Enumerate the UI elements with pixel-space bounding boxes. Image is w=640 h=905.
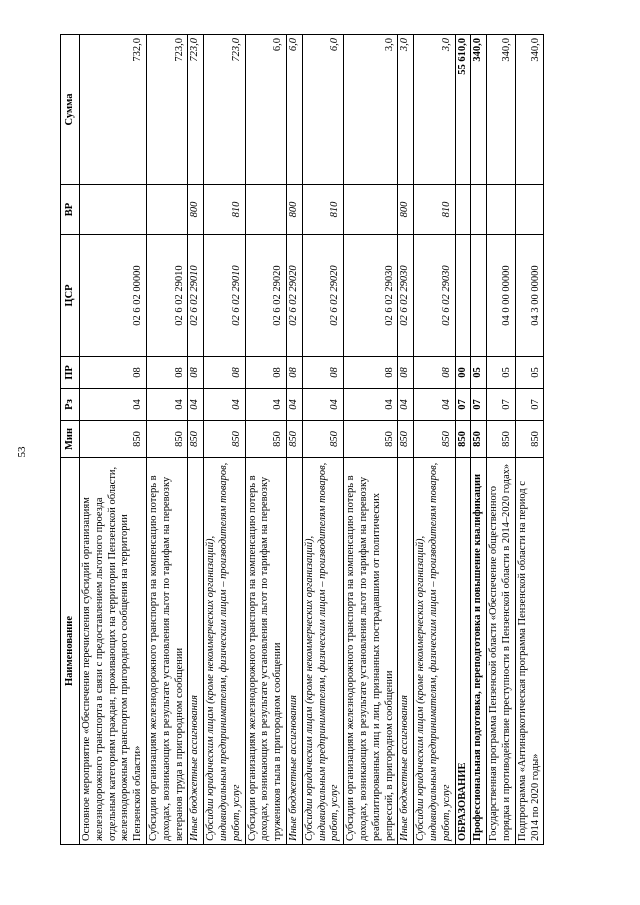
cell-rz: 04 [80, 389, 147, 421]
cell-csr: 02 6 02 29020 [245, 235, 286, 357]
cell-name: Иные бюджетные ассигнования [188, 458, 204, 845]
cell-vr: 800 [286, 185, 302, 235]
cell-vr: 800 [398, 185, 414, 235]
cell-vr [515, 185, 544, 235]
cell-name: Субсидии организациям железнодорожного транспорта на компенсацию потерь в доходах, возникающих в результате установления льгот по тарифам на перевозку тружеников тыла в пригородном сообщении [245, 458, 286, 845]
cell-sum: 723,0 [146, 35, 187, 185]
table-row [515, 35, 544, 845]
cell-min: 850 [515, 421, 544, 458]
cell-csr: 02 6 02 29020 [286, 235, 302, 357]
table-row [302, 35, 343, 845]
cell-csr [455, 235, 471, 357]
cell-sum: 732,0 [80, 35, 147, 185]
cell-name: Субсидии организациям железнодорожного транспорта на компенсацию потерь в доходах, возникающих в результате установления льгот по тарифам на перевозку реабилитированных лиц и лиц, признанных пострадавшими от политических репрессий, в пригородном сообщении [344, 458, 398, 845]
cell-min: 850 [146, 421, 187, 458]
cell-sum: 340,0 [515, 35, 544, 185]
cell-rz: 07 [471, 389, 487, 421]
table-row [80, 35, 147, 845]
cell-rz: 04 [146, 389, 187, 421]
cell-sum: 3,0 [344, 35, 398, 185]
table-row [286, 35, 302, 845]
cell-name: Подпрограмма «Антинаркотическая программа Пензенской области на период с 2014 по 2020 годы» [515, 458, 544, 845]
page-number: 53 [16, 446, 28, 458]
cell-rz: 04 [204, 389, 245, 421]
cell-min: 850 [245, 421, 286, 458]
cell-min: 850 [286, 421, 302, 458]
cell-vr [80, 185, 147, 235]
cell-pr: 00 [455, 357, 471, 389]
col-header-pr: ПР [61, 357, 80, 389]
cell-name: Субсидии организациям железнодорожного транспорта на компенсацию потерь в доходах, возникающих в результате установления льгот по тарифам на перевозку ветеранов труда в пригородном сообщении [146, 458, 187, 845]
table-row [471, 35, 487, 845]
table-row [455, 35, 471, 845]
cell-csr: 02 6 02 29030 [398, 235, 414, 357]
cell-sum: 3,0 [414, 35, 455, 185]
cell-min: 850 [80, 421, 147, 458]
cell-name: Субсидии юридическим лицам (кроме некоммерческих организаций), индивидуальным предпринимателям, физическим лицам – производителям товаров, работ, услуг [204, 458, 245, 845]
table-header-row [61, 35, 80, 845]
cell-sum: 6,0 [302, 35, 343, 185]
cell-rz: 04 [398, 389, 414, 421]
cell-csr: 04 3 00 00000 [515, 235, 544, 357]
cell-min: 850 [344, 421, 398, 458]
rotated-page [60, 35, 608, 845]
cell-pr: 08 [414, 357, 455, 389]
col-header-min: Мин [61, 421, 80, 458]
cell-vr: 810 [302, 185, 343, 235]
table-row [398, 35, 414, 845]
cell-vr: 810 [414, 185, 455, 235]
cell-rz: 04 [286, 389, 302, 421]
table-row [487, 35, 516, 845]
cell-sum: 6,0 [245, 35, 286, 185]
cell-sum: 3,0 [398, 35, 414, 185]
cell-vr [146, 185, 187, 235]
cell-pr: 05 [515, 357, 544, 389]
cell-pr: 08 [204, 357, 245, 389]
budget-table [60, 34, 544, 845]
cell-rz: 04 [245, 389, 286, 421]
cell-rz: 04 [344, 389, 398, 421]
cell-csr: 02 6 02 00000 [80, 235, 147, 357]
cell-pr: 08 [188, 357, 204, 389]
cell-name: Профессиональная подготовка, переподготовка и повышение квалификации [471, 458, 487, 845]
col-header-sum: Сумма [61, 35, 80, 185]
col-header-rz: Рз [61, 389, 80, 421]
col-header-name: Наименование [61, 458, 80, 845]
cell-pr: 08 [344, 357, 398, 389]
cell-rz: 07 [487, 389, 516, 421]
col-header-csr: ЦСР [61, 235, 80, 357]
table-row [245, 35, 286, 845]
cell-min: 850 [414, 421, 455, 458]
cell-min: 850 [204, 421, 245, 458]
cell-csr: 04 0 00 00000 [487, 235, 516, 357]
cell-vr [487, 185, 516, 235]
table-row [146, 35, 187, 845]
col-header-vr: ВР [61, 185, 80, 235]
cell-name: Государственная программа Пензенской области «Обеспечение общественного порядка и противодействие преступности в Пензенской области в 2014–2020 годах» [487, 458, 516, 845]
cell-sum: 55 610,0 [455, 35, 471, 185]
cell-vr [344, 185, 398, 235]
cell-csr: 02 6 02 29010 [204, 235, 245, 357]
cell-vr: 810 [204, 185, 245, 235]
cell-pr: 08 [398, 357, 414, 389]
cell-name: Иные бюджетные ассигнования [398, 458, 414, 845]
cell-csr: 02 6 02 29020 [302, 235, 343, 357]
cell-name: Основное мероприятие «Обеспечение перечисления субсидий организациям железнодорожного транспорта в связи с предоставлением льготного проезда отдельным категориям граждан, проживающих на территории Пензенской области, железнодорожным транспортом пригородного сообщения на территории Пензенской области» [80, 458, 147, 845]
cell-min: 850 [188, 421, 204, 458]
cell-csr [471, 235, 487, 357]
cell-name: ОБРАЗОВАНИЕ [455, 458, 471, 845]
cell-pr: 08 [245, 357, 286, 389]
table-row [204, 35, 245, 845]
cell-vr: 800 [188, 185, 204, 235]
cell-pr: 08 [286, 357, 302, 389]
cell-sum: 723,0 [188, 35, 204, 185]
cell-sum: 340,0 [487, 35, 516, 185]
cell-pr: 08 [302, 357, 343, 389]
cell-rz: 07 [515, 389, 544, 421]
cell-min: 850 [471, 421, 487, 458]
cell-sum: 723,0 [204, 35, 245, 185]
cell-min: 850 [398, 421, 414, 458]
cell-min: 850 [487, 421, 516, 458]
table-row [344, 35, 398, 845]
cell-sum: 340,0 [471, 35, 487, 185]
cell-pr: 05 [487, 357, 516, 389]
cell-vr [455, 185, 471, 235]
cell-pr: 08 [146, 357, 187, 389]
cell-rz: 04 [414, 389, 455, 421]
cell-name: Иные бюджетные ассигнования [286, 458, 302, 845]
cell-vr [245, 185, 286, 235]
cell-vr [471, 185, 487, 235]
cell-csr: 02 6 02 29010 [188, 235, 204, 357]
table-row [188, 35, 204, 845]
cell-sum: 6,0 [286, 35, 302, 185]
cell-rz: 04 [302, 389, 343, 421]
cell-csr: 02 6 02 29030 [344, 235, 398, 357]
cell-rz: 04 [188, 389, 204, 421]
cell-min: 850 [455, 421, 471, 458]
table-row [414, 35, 455, 845]
cell-name: Субсидии юридическим лицам (кроме некоммерческих организаций), индивидуальным предпринимателям, физическим лицам – производителям товаров, работ, услуг [302, 458, 343, 845]
cell-rz: 07 [455, 389, 471, 421]
table-body [80, 35, 544, 845]
cell-min: 850 [302, 421, 343, 458]
cell-pr: 05 [471, 357, 487, 389]
cell-csr: 02 6 02 29010 [146, 235, 187, 357]
cell-csr: 02 6 02 29030 [414, 235, 455, 357]
cell-pr: 08 [80, 357, 147, 389]
cell-name: Субсидии юридическим лицам (кроме некоммерческих организаций), индивидуальным предпринимателям, физическим лицам – производителям товаров, работ, услуг [414, 458, 455, 845]
